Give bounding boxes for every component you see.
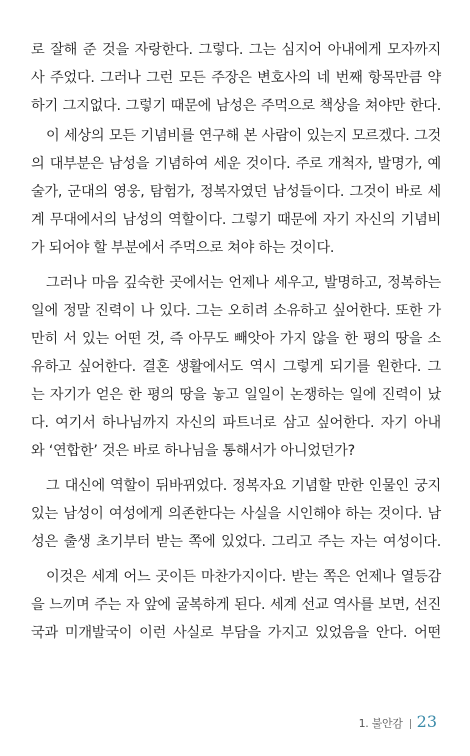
paragraph-2 bbox=[31, 122, 441, 262]
text-line: 있는 남성이 여성에게 의존한다는 사실을 시인해야 하는 것이다. 남 bbox=[31, 506, 441, 522]
text-line: 그러나 마음 깊숙한 곳에서는 언제나 세우고, 발명하고, 정복하는 bbox=[46, 275, 441, 291]
paragraph-3 bbox=[31, 269, 441, 465]
text-line: 국과 미개발국이 이런 사실로 부담을 가지고 있었음을 안다. 어떤 bbox=[31, 625, 441, 641]
paragraph-4 bbox=[31, 472, 441, 556]
text-line: 이것은 세계 어느 곳이든 마찬가지이다. 받는 쪽은 언제나 열등감 bbox=[46, 569, 441, 585]
text-line: 와 ‘연합한’ 것은 바로 하나님을 통해서가 아니었던가? bbox=[31, 443, 355, 459]
text-line: 는 자기가 얻은 한 평의 땅을 놓고 일일이 논쟁하는 일에 진력이 났 bbox=[31, 387, 441, 403]
body-text bbox=[31, 36, 441, 649]
page-number: 23 bbox=[416, 712, 437, 731]
text-line: 유하고 싶어한다. 결혼 생활에서도 역시 그렇게 되기를 원한다. 그 bbox=[31, 359, 441, 375]
text-line: 가 되어야 할 부분에서 주먹으로 쳐야 하는 것이다. bbox=[31, 240, 335, 256]
text-line: 로 잘해 준 것을 자랑한다. 그렇다. 그는 심지어 아내에게 모자까지 bbox=[31, 42, 441, 58]
text-line: 이 세상의 모든 기념비를 연구해 본 사람이 있는지 모르겠다. 그것 bbox=[46, 128, 441, 144]
page-footer bbox=[359, 712, 437, 736]
text-line: 의 대부분은 남성을 기념하여 세운 것이다. 주로 개척자, 발명가, 예 bbox=[31, 156, 441, 172]
text-line: 일에 정말 진력이 나 있다. 그는 오히려 소유하고 싶어한다. 또한 가 bbox=[31, 303, 441, 319]
text-line: 을 느끼며 주는 자 앞에 굴복하게 된다. 세계 선교 역사를 보면, 선진 bbox=[31, 597, 441, 613]
footer-divider bbox=[410, 719, 411, 729]
text-line: 만히 서 있는 어떤 것, 즉 아무도 빼앗아 가지 않을 한 평의 땅을 소 bbox=[31, 331, 441, 347]
text-line: 술가, 군대의 영웅, 탐험가, 정복자였던 남성들이다. 그것이 바로 세 bbox=[31, 184, 441, 200]
text-line: 성은 출생 초기부터 받는 쪽에 있었다. 그리고 주는 자는 여성이다. bbox=[31, 534, 441, 550]
paragraph-1 bbox=[31, 36, 441, 120]
text-line: 계 무대에서의 남성의 역할이다. 그렇기 때문에 자기 자신의 기념비 bbox=[31, 212, 441, 228]
text-line: 사 주었다. 그러나 그런 모든 주장은 변호사의 네 번째 항목만큼 약 bbox=[31, 70, 441, 86]
text-line: 그 대신에 역할이 뒤바뀌었다. 정복자요 기념할 만한 인물인 궁지 bbox=[46, 478, 441, 494]
text-line: 하기 그지없다. 그렇기 때문에 남성은 주먹으로 책상을 쳐야만 한다. bbox=[31, 98, 441, 114]
chapter-title: 1. 불안감 bbox=[358, 717, 403, 730]
paragraph-5 bbox=[31, 563, 441, 647]
text-line: 다. 여기서 하나님까지 자신의 파트너로 삼고 싶어한다. 자기 아내 bbox=[31, 415, 441, 431]
